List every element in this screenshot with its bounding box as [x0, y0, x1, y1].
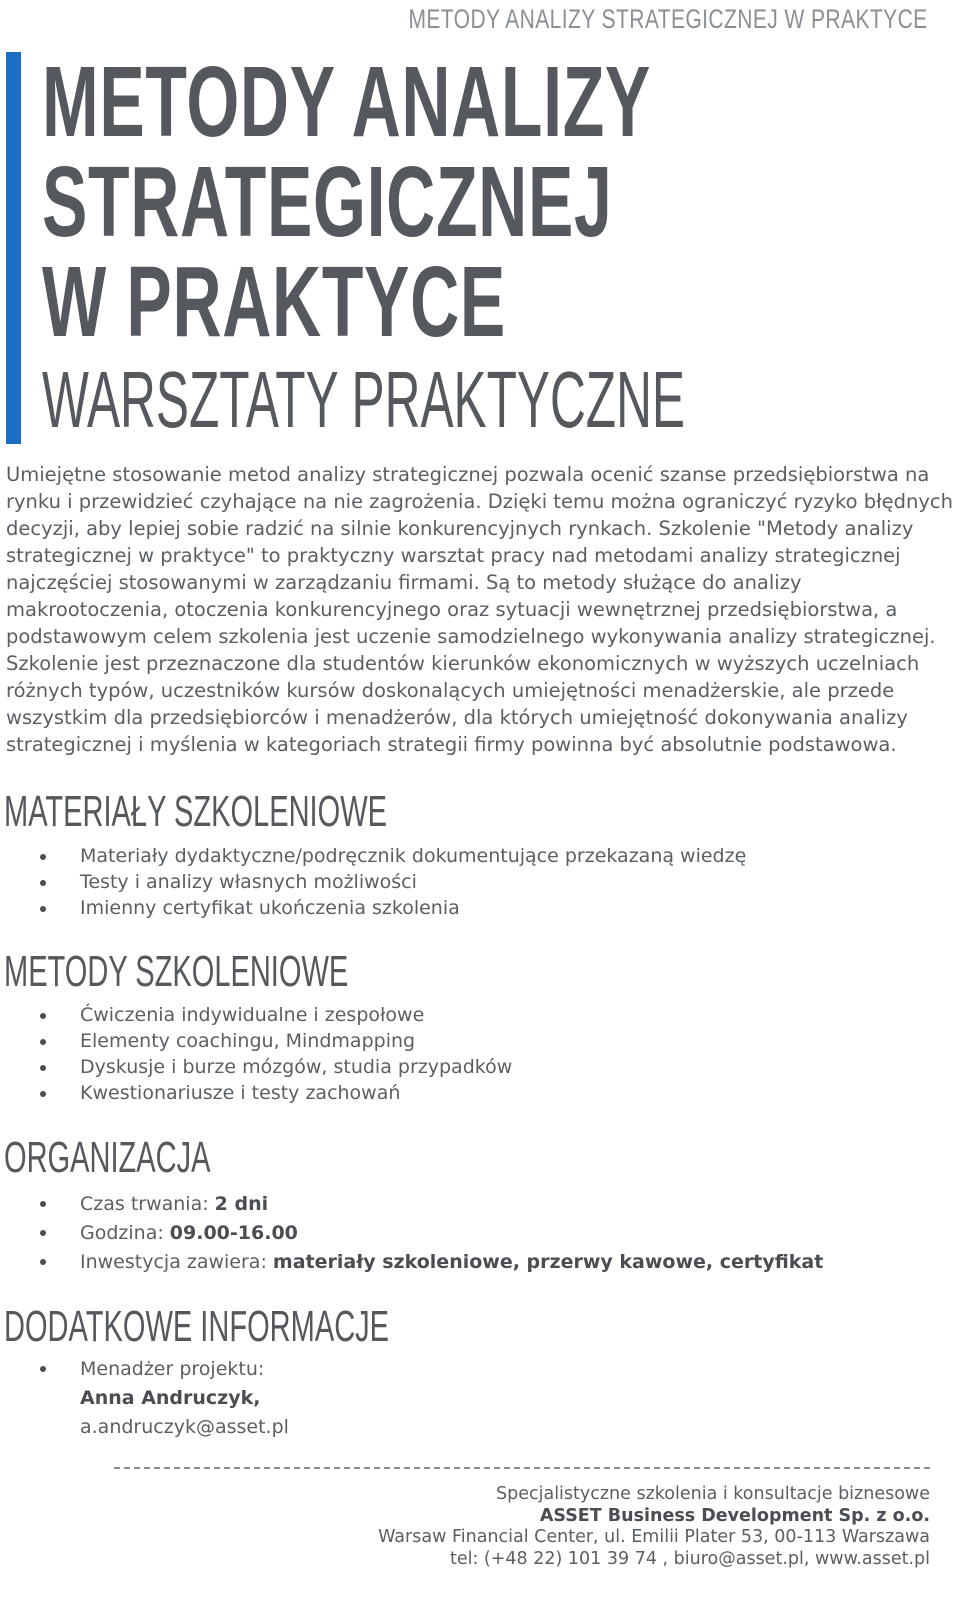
list-item: Ćwiczenia indywidualne i zespołowe: [0, 1002, 512, 1028]
manager-name: Anna Andruczyk,: [80, 1387, 261, 1409]
footer-company: ASSET Business Development Sp. z o.o.: [539, 1505, 930, 1526]
title-line-2: STRATEGICZNEJ: [42, 146, 613, 258]
list-item: Imienny certyfikat ukończenia szkolenia: [0, 895, 746, 921]
manager-email-link[interactable]: a.andruczyk@asset.pl: [80, 1416, 289, 1438]
list-item: Elementy coachingu, Mindmapping: [0, 1028, 512, 1054]
intro-paragraph: Umiejętne stosowanie metod analizy strategicznej pozwala ocenić szanse przedsiębiorstwa na rynku i przewidzieć czyhające na nie zagrożenia. Dzięki temu można ograniczyć ryzyko błędnych decyzji, aby lepiej sobie radzić na silnie konkurencyjnych rynkach. Szkolenie "Metody analizy strategicznej w praktyce" to praktyczny warsztat pracy nad metodami analizy strategicznej najczęściej stosowanymi w zarządzaniu firmami. Są to metody służące do analizy makrootoczenia, otoczenia konkurencyjnego oraz sytuacji wewnętrznej przedsiębiorstwa, a podstawowym celem szkolenia jest uczenie samodzielnego wykonywania analizy strategicznej. Szkolenie jest przeznaczone dla studentów kierunków ekonomicznych w wyższych uczelniach różnych typów, uczestników kursów doskonalących umiejętności menadżerskie, ale przede wszystkim dla przedsiębiorców i menadżerów, dla których umiejętność dokonywania analizy strategicznej i myślenia w kategoriach strategii firmy powinna być absolutnie podstawowa.: [6, 463, 953, 756]
list-item: Kwestionariusze i testy zachowań: [0, 1080, 512, 1106]
methods-list: [0, 1002, 512, 1106]
title-accent-bar: [6, 52, 21, 444]
investment-label: Inwestycja zawiera:: [80, 1251, 273, 1273]
manager-item: [0, 1355, 289, 1442]
organization-heading: ORGANIZACJA: [4, 1133, 211, 1182]
duration-value: 2 dni: [214, 1193, 269, 1215]
list-item: Testy i analizy własnych możliwości: [0, 869, 746, 895]
manager-label: Menadżer projektu:: [80, 1358, 265, 1380]
footer-divider: [114, 1467, 930, 1469]
footer-address: Warsaw Financial Center, ul. Emilii Plater 53, 00-113 Warszawa: [378, 1527, 930, 1547]
hours-label: Godzina:: [80, 1222, 170, 1244]
organization-list: [0, 1190, 823, 1277]
list-item: Dyskusje i burze mózgów, studia przypadków: [0, 1054, 512, 1080]
footer-tagline: Specjalistyczne szkolenia i konsultacje biznesowe: [496, 1484, 930, 1504]
footer: [378, 1484, 930, 1570]
duration-item: [0, 1190, 823, 1219]
subtitle: WARSZTATY PRAKTYCZNE: [42, 355, 686, 444]
hours-value: 09.00-16.00: [169, 1222, 298, 1244]
running-header-title: METODY ANALIZY STRATEGICZNEJ W PRAKTYCE: [408, 4, 928, 34]
duration-label: Czas trwania:: [80, 1193, 215, 1215]
title-line-1: METODY ANALIZY: [42, 46, 651, 158]
additional-info-heading: DODATKOWE INFORMACJE: [4, 1302, 390, 1351]
investment-item: [0, 1248, 823, 1277]
hours-item: [0, 1219, 823, 1248]
investment-value: materiały szkoleniowe, przerwy kawowe, certyfikat: [272, 1251, 824, 1273]
materials-heading: MATERIAŁY SZKOLENIOWE: [4, 787, 387, 836]
methods-heading: METODY SZKOLENIOWE: [4, 947, 349, 996]
materials-list: [0, 843, 746, 921]
footer-contact: tel: (+48 22) 101 39 74 , biuro@asset.pl, www.asset.pl: [449, 1548, 930, 1569]
title-line-3: W PRAKTYCE: [42, 246, 506, 358]
list-item: Materiały dydaktyczne/podręcznik dokumentujące przekazaną wiedzę: [0, 843, 746, 869]
additional-info-list: [0, 1355, 289, 1442]
